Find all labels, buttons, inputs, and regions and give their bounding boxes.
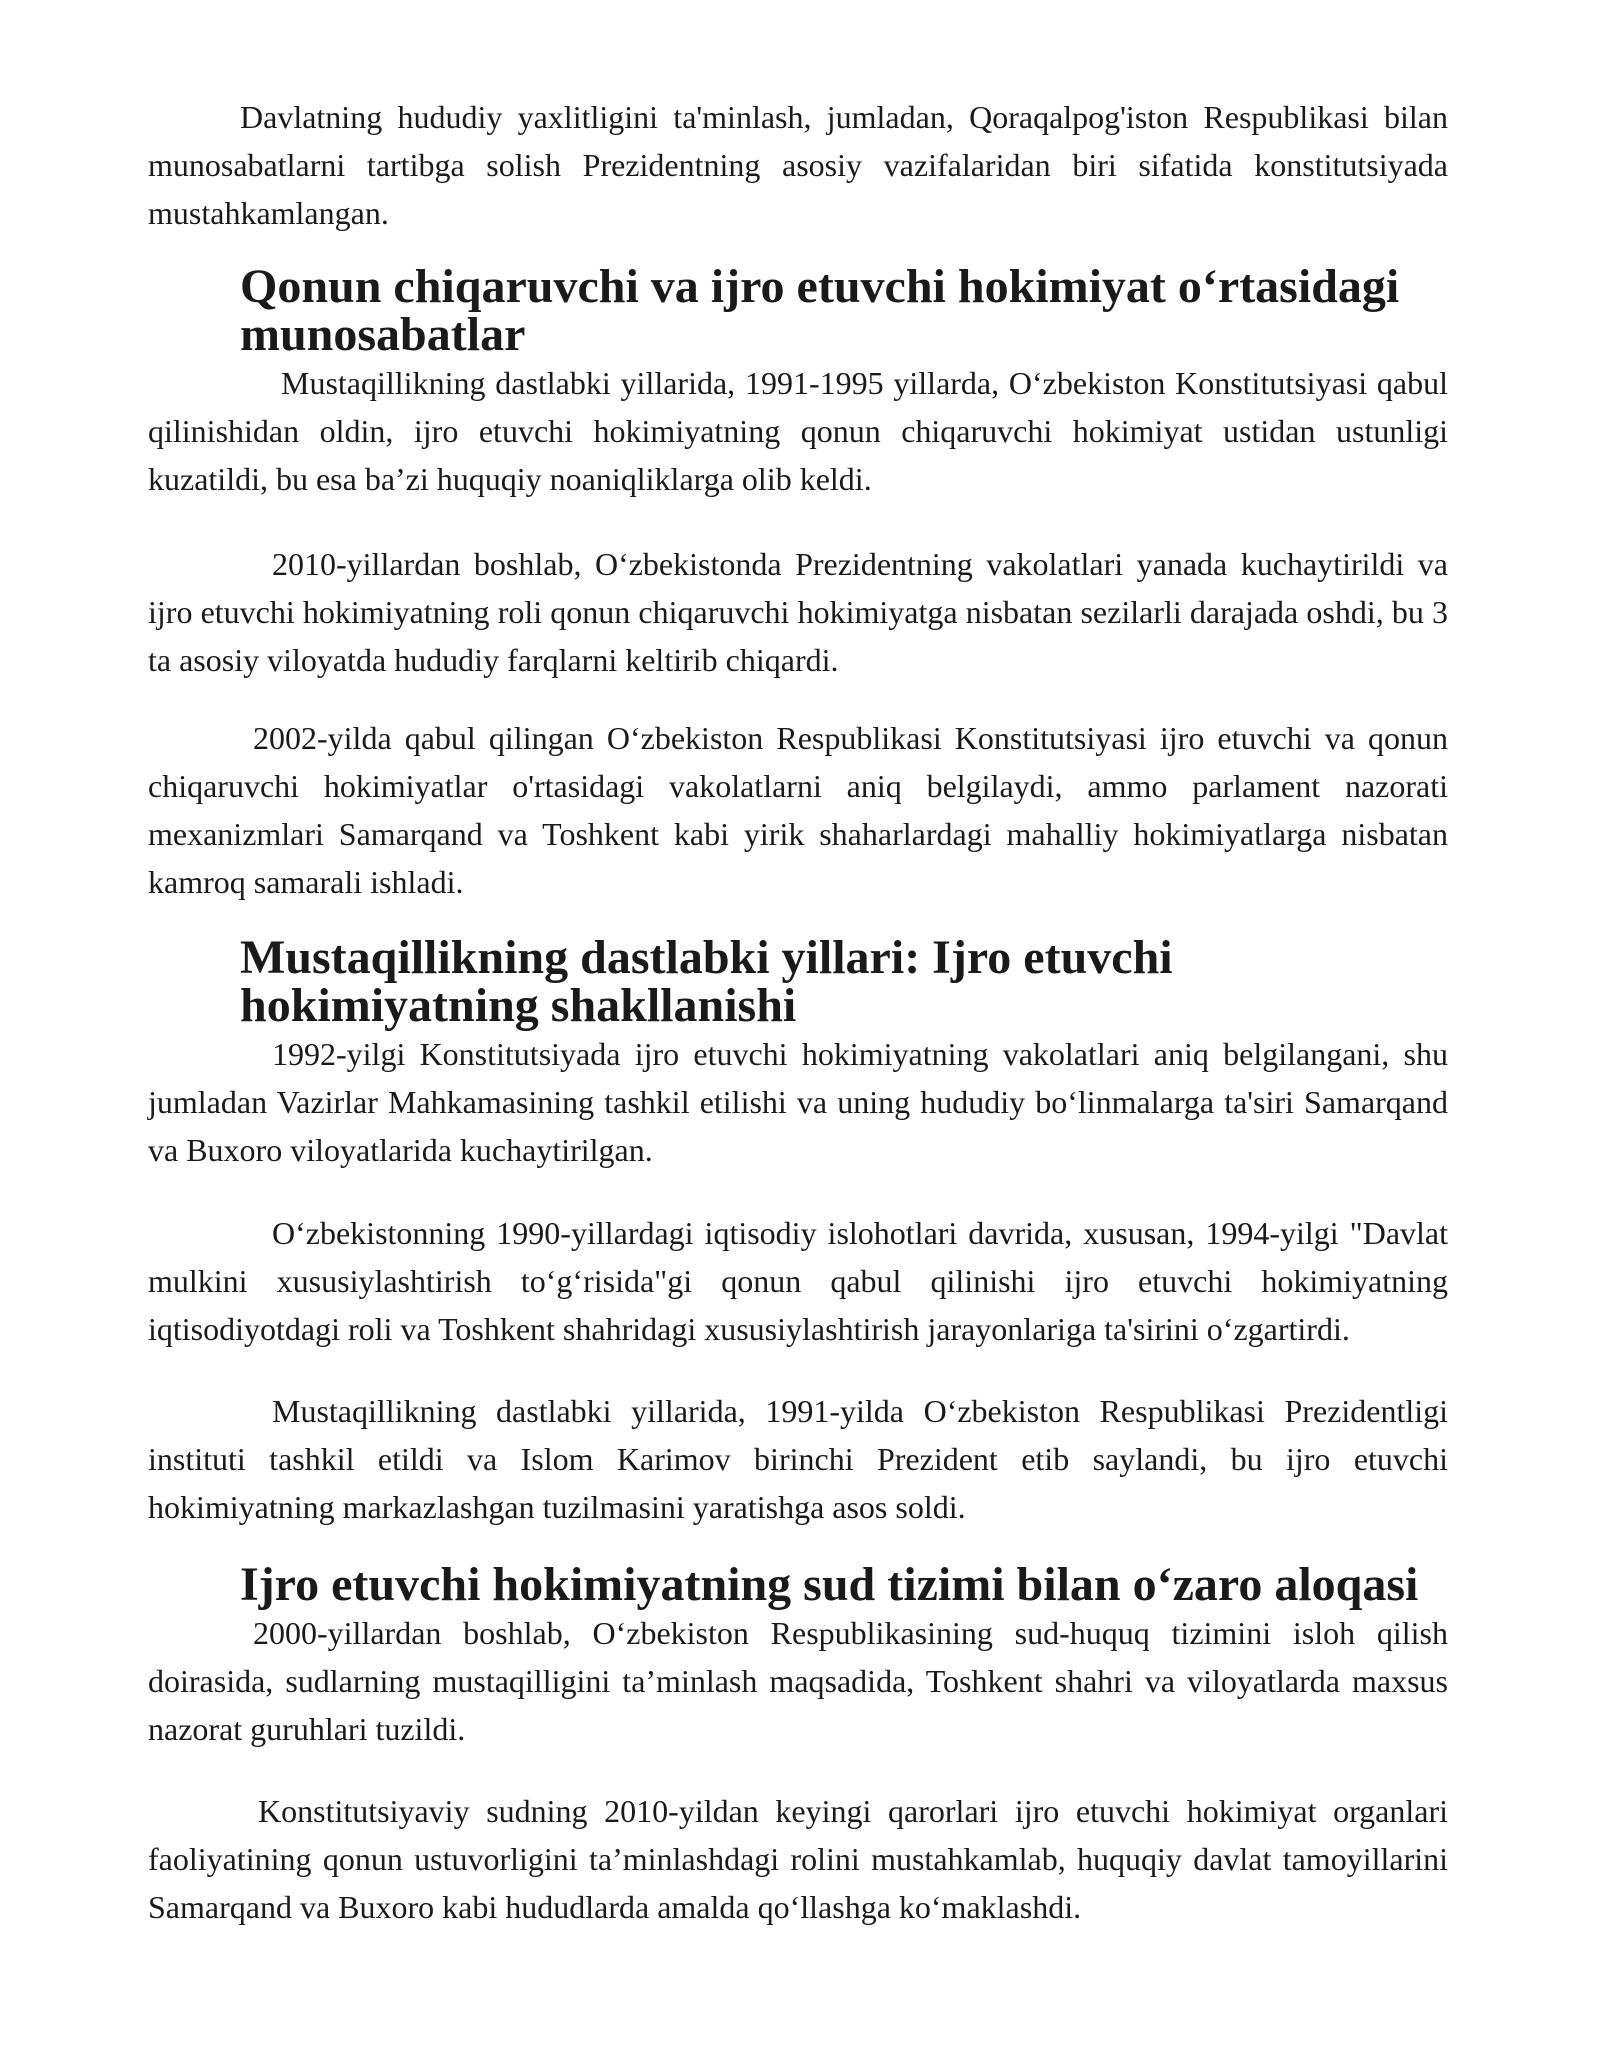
section-heading-judiciary-interaction: Ijro etuvchi hokimiyatning sud tizimi bilan o‘zaro aloqasi	[240, 1558, 1419, 1611]
paragraph-2010s-presidential-powers: 2010-yillardan boshlab, O‘zbekistonda Prezidentning vakolatlari yanada kuchaytirildi va ijro etuvchi hokimiyatning roli qonun chiqaruvchi hokimiyatga nisbatan sezilarli darajada oshdi, bu 3 ta asosiy viloyatda hududiy farqlarni keltirib chiqardi.	[148, 546, 1448, 678]
paragraph-1992-constitution: 1992-yilgi Konstitutsiyada ijro etuvchi hokimiyatning vakolatlari aniq belgilangani, shu jumladan Vazirlar Mahkamasining tashkil etilishi va uning hududiy bo‘linmalarga ta'siri Samarqand va Buxoro viloyatlarida kuchaytirilgan.	[148, 1036, 1448, 1168]
paragraph-2002-constitution: 2002-yilda qabul qilingan O‘zbekiston Respublikasi Konstitutsiyasi ijro etuvchi va qonun chiqaruvchi hokimiyatlar o'rtasidagi vakolatlarni aniq belgilaydi, ammo parlament nazorati mexanizmlari Samarqand va Toshkent kabi yirik shaharlardagi mahalliy hokimiyatlarga nisbatan kamroq samarali ishladi.	[148, 720, 1448, 900]
paragraph-constitutional-court: Konstitutsiyaviy sudning 2010-yildan keyingi qarorlari ijro etuvchi hokimiyat organlari faoliyatining qonun ustuvorligini ta’minlashdagi rolini mustahkamlab, huquqiy davlat tamoyillarini Samarqand va Buxoro kabi hududlarda amalda qo‘llashga ko‘maklashdi.	[148, 1793, 1448, 1925]
paragraph-presidency-institution: Mustaqillikning dastlabki yillarida, 1991-yilda O‘zbekiston Respublikasi Prezidentligi instituti tashkil etildi va Islom Karimov birinchi Prezident etib saylandi, bu ijro etuvchi hokimiyatning markazlashgan tuzilmasini yaratishga asos soldi.	[148, 1393, 1448, 1525]
document-page	[148, 93, 1448, 1931]
section-heading-legislative-executive-relations: Qonun chiqaruvchi va ijro etuvchi hokimiyat o‘rtasidagi munosabatlar	[240, 260, 1400, 361]
paragraph-territorial-integrity: Davlatning hududiy yaxlitligini ta'minlash, jumladan, Qoraqalpog'iston Respublikasi bilan munosabatlarni tartibga solish Prezidentning asosiy vazifalaridan biri sifatida konstitutsiyada mustahkamlangan.	[148, 99, 1448, 231]
paragraph-early-independence-dominance: Mustaqillikning dastlabki yillarida, 1991-1995 yillarda, O‘zbekiston Konstitutsiyasi qabul qilinishidan oldin, ijro etuvchi hokimiyatning qonun chiqaruvchi hokimiyat ustidan ustunligi kuzatildi, bu esa ba’zi huquqiy noaniqliklarga olib keldi.	[148, 365, 1448, 497]
paragraph-1990s-economic-reforms: O‘zbekistonning 1990-yillardagi iqtisodiy islohotlari davrida, xususan, 1994-yilgi "Davlat mulkini xususiylashtirish to‘g‘risida"gi qonun qabul qilinishi ijro etuvchi hokimiyatning iqtisodiyotdagi roli va Toshkent shahridagi xususiylashtirish jarayonlariga ta'sirini o‘zgartirdi.	[148, 1215, 1448, 1347]
paragraph-2000s-judicial-reform: 2000-yillardan boshlab, O‘zbekiston Respublikasining sud-huquq tizimini isloh qilish doirasida, sudlarning mustaqilligini ta’minlash maqsadida, Toshkent shahri va viloyatlarda maxsus nazorat guruhlari tuzildi.	[148, 1615, 1448, 1747]
section-heading-executive-formation: Mustaqillikning dastlabki yillari: Ijro etuvchi hokimiyatning shakllanishi	[240, 931, 1173, 1032]
